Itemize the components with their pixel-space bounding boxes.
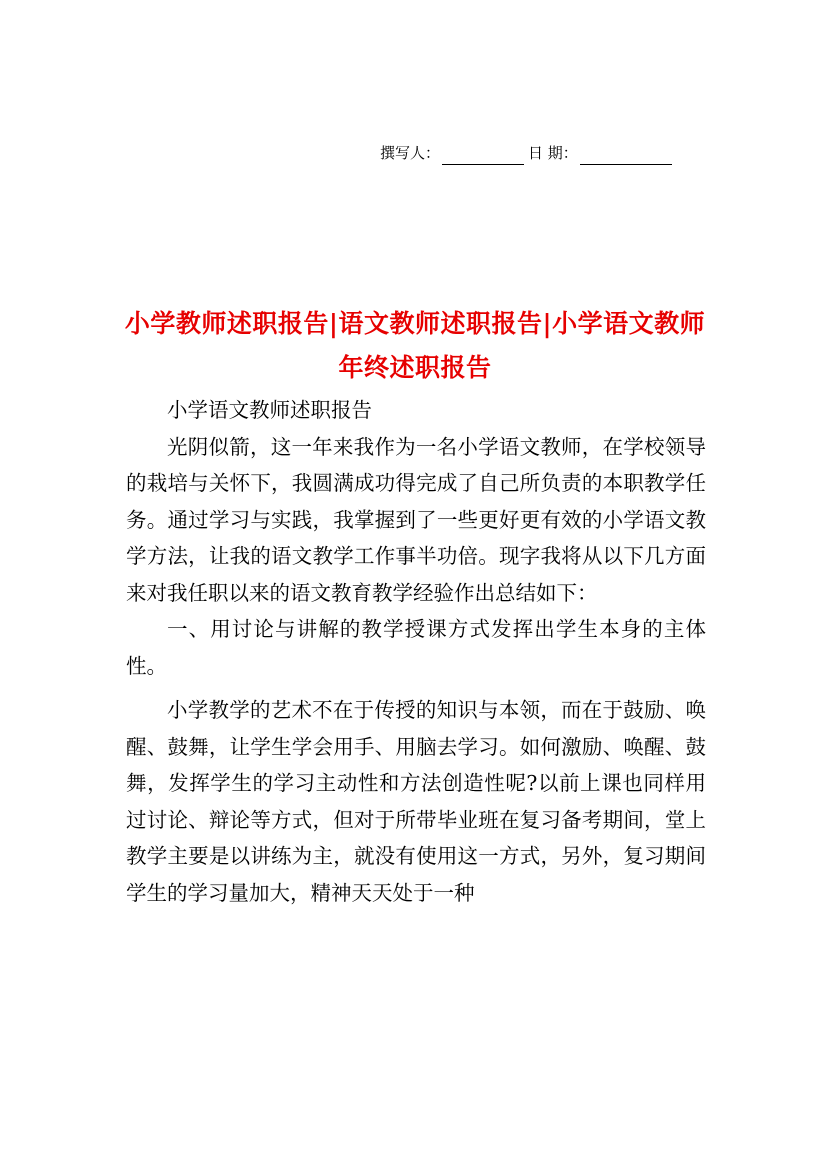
date-blank (580, 146, 672, 165)
body-paragraph: 小学教学的艺术不在于传授的知识与本领，而在于鼓励、唤醒、鼓舞，让学生学会用手、用脑去学习。如何激励、唤醒、鼓舞，发挥学生的学习主动性和方法创造性呢?以前上课也同样用过讨论、辩论等方式，但对于所带毕业班在复习备考期间，堂上教学主要是以讲练为主，就没有使用这一方式，另外，复习期间学生的学习量加大，精神天天处于一种 (126, 698, 706, 905)
date-label: 日 期： (528, 144, 578, 162)
document-body (126, 392, 706, 911)
subtitle-paragraph: 小学语文教师述职报告 (167, 398, 372, 422)
author-date-line (380, 141, 710, 165)
author-label: 撰写人： (380, 144, 441, 162)
section-heading-1: 一、用讨论与讲解的教学授课方式发挥出学生本身的主体性。 (126, 617, 706, 678)
document-title: 小学教师述职报告|语文教师述职报告|小学语文教师年终述职报告 (124, 309, 706, 382)
intro-paragraph: 光阴似箭，这一年来我作为一名小学语文教师，在学校领导的栽培与关怀下，我圆满成功得完成了自己所负责的本职教学任务。通过学习与实践，我掌握到了一些更好更有效的小学语文教学方法，让我的语文教学工作事半功倍。现字我将从以下几方面来对我任职以来的语文教育教学经验作出总结如下： (126, 434, 706, 605)
author-blank (442, 146, 524, 165)
